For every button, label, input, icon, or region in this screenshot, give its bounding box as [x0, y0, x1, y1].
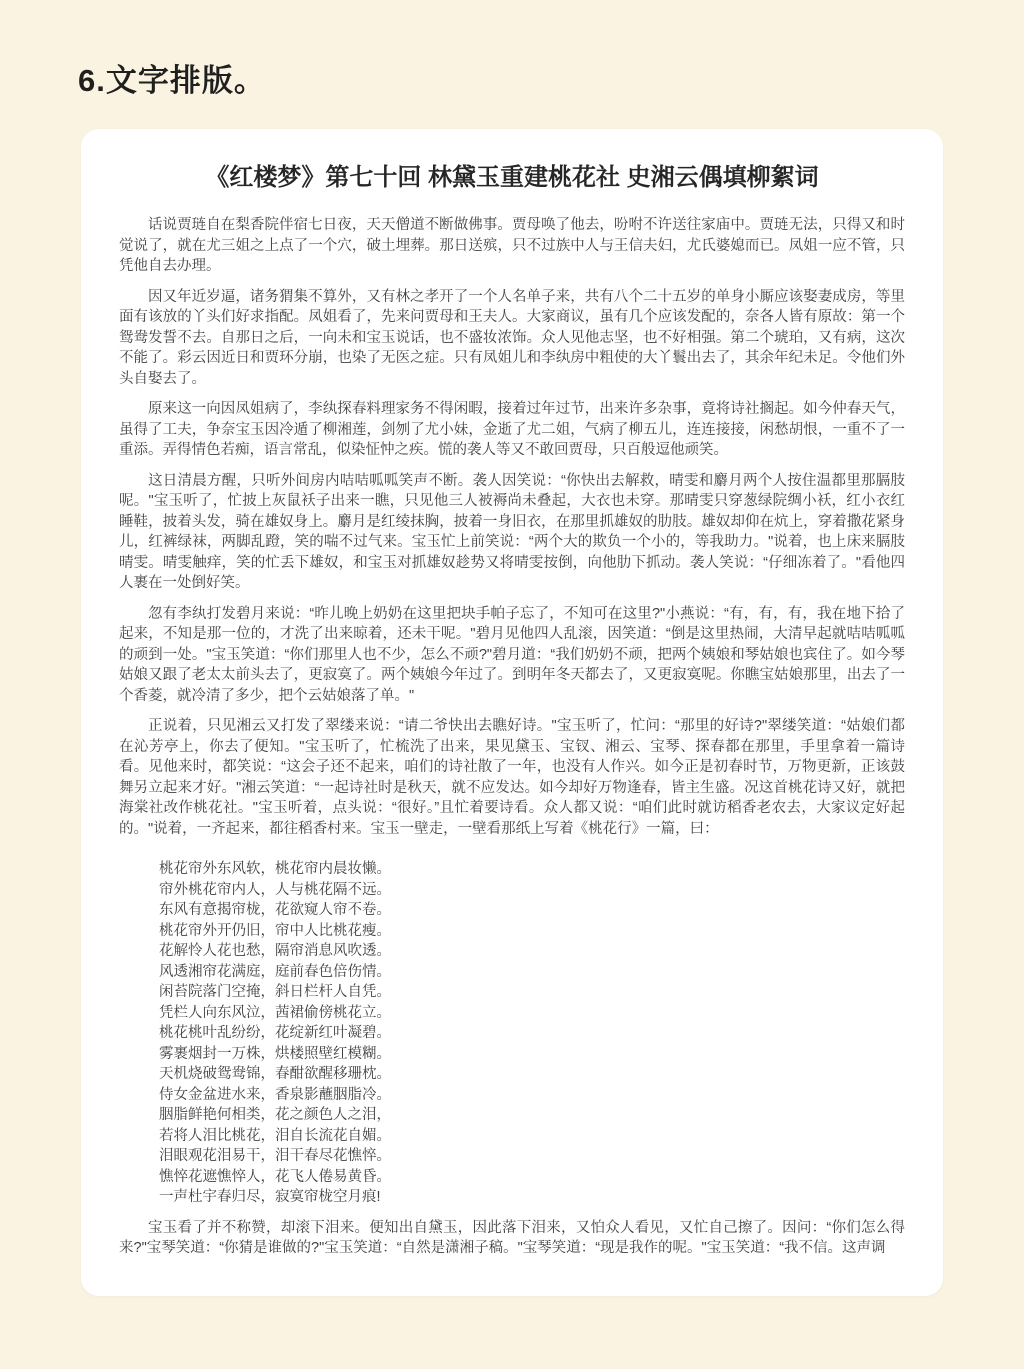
poem-line: 桃花帘外开仍旧，帘中人比桃花瘦。	[159, 922, 391, 939]
poem-line: 若将人泪比桃花，泪自长流花自媚。	[159, 1127, 391, 1144]
article-paragraph: 正说着，只见湘云又打发了翠缕来说：“请二爷快出去瞧好诗。"宝玉听了，忙问：“那里的好诗?"翠缕笑道：“姑娘们都在沁芳亭上，你去了便知。"宝玉听了，忙梳洗了出来，果见黛玉、宝钗、湘云、宝琴、探春都在那里，手里拿着一篇诗看。见他来时，都笑说：“这会子还不起来，咱们的诗社散了一年，也没有人作兴。如今正是初春时节，万物更新，正该鼓舞另立起来才好。"湘云笑道：“一起诗社时是秋天，就不应发达。如今却好万物逢春，皆主生盛。况这首桃花诗又好，就把海棠社改作桃花社。"宝玉听着，点头说：“很好。”且忙着要诗看。众人都又说：“咱们此时就访稻香老农去，大家议定好起的。"说着，一齐起来，都往稻香村来。宝玉一壁走，一壁看那纸上写着《桃花行》一篇，曰：	[119, 718, 905, 837]
poem-line: 天机烧破鸳鸯锦，春酣欲醒移珊枕。	[159, 1066, 391, 1083]
article-paragraph: 忽有李纨打发碧月来说：“昨儿晚上奶奶在这里把块手帕子忘了，不知可在这里?"小燕说：“有，有，有，我在地下拾了起来，不知是那一位的，才洗了出来晾着，还未干呢。"碧月见他四人乱滚，因笑道：“倒是这里热闹，大清早起就咭咭呱呱的顽到一处。"宝玉笑道：“你们那里人也不少，怎么不顽?"碧月道：“我们奶奶不顽，把两个姨娘和琴姑娘也宾住了。如今琴姑娘又跟了老太太前头去了，更寂寞了。两个姨娘今年过了。到明年冬天都去了，又更寂寞呢。你瞧宝姑娘那里，出去了一个香菱，就冷清了多少，把个云姑娘落了单。"	[119, 605, 905, 704]
article-title: 《红楼梦》第七十回 林黛玉重建桃花社 史湘云偶填柳絮词	[205, 164, 819, 192]
article-paragraph: 这日清晨方醒，只听外间房内咭咭呱呱笑声不断。袭人因笑说：“你快出去解救，晴雯和麝月两个人按住温都里那膈肢呢。"宝玉听了，忙披上灰鼠袄子出来一瞧，只见他三人被褥尚未叠起，大衣也未穿。那晴雯只穿葱绿院绸小袄，红小衣红睡鞋，披着头发，骑在雄奴身上。麝月是红绫抹胸，披着一身旧衣，在那里抓雄奴的肋肢。雄奴却仰在炕上，穿着撒花紧身儿，红裤绿袜，两脚乱蹬，笑的喘不过气来。宝玉忙上前笑说：“两个大的欺负一个小的，等我助力。"说着，也上床来膈肢晴雯。晴雯触痒，笑的忙丢下雄奴，和宝玉对抓雄奴趁势又将晴雯按倒，向他肋下抓动。袭人笑说：“仔细冻着了。"看他四人裹在一处倒好笑。	[119, 472, 905, 592]
article-paragraph-closing: 宝玉看了并不称赞，却滚下泪来。便知出自黛玉，因此落下泪来，又怕众人看见，又忙自己擦了。因问：“你们怎么得来?"宝琴笑道：“你猜是谁做的?"宝玉笑道：“自然是潇湘子稿。"宝琴笑道：“现是我作的呢。"宝玉笑道：“我不信。这声调	[119, 1219, 905, 1257]
poem-line: 闲苔院落门空掩，斜日栏杆人自凭。	[159, 984, 391, 1001]
poem-line: 花解怜人花也愁，隔帘消息风吹透。	[159, 943, 391, 960]
article-paragraph: 因又年近岁逼，诸务猬集不算外，又有林之孝开了一个人名单子来，共有八个二十五岁的单身小厮应该娶妻成房，等里面有该放的丫头们好求指配。凤姐看了，先来问贾母和王夫人。大家商议，虽有几个应该发配的，奈各人皆有原故：第一个鸳鸯发誓不去。自那日之后，一向未和宝玉说话，也不盛妆浓饰。众人见他志坚，也不好相强。第二个琥珀，又有病，这次不能了。彩云因近日和贾环分崩，也染了无医之症。只有凤姐儿和李纨房中粗使的大丫鬟出去了，其余年纪未足。令他们外头自娶去了。	[119, 288, 905, 387]
poem-line: 雾裹烟封一万株，烘楼照壁红模糊。	[159, 1045, 391, 1062]
poem-line: 桃花桃叶乱纷纷，花绽新红叶凝碧。	[159, 1025, 391, 1042]
section-title: 6.文字排版。	[78, 63, 266, 98]
article-paragraph: 话说贾琏自在梨香院伴宿七日夜，天天僧道不断做佛事。贾母唤了他去，吩咐不许送往家庙中。贾琏无法，只得又和时觉说了，就在尤三姐之上点了一个穴，破土埋葬。那日送殡，只不过族中人与王信夫妇，尤氏婆媳而已。凤姐一应不管，只凭他自去办理。	[119, 217, 905, 275]
poem-line: 东风有意揭帘栊，花欲窥人帘不卷。	[159, 902, 391, 919]
article-paragraph: 原来这一向因凤姐病了，李纨探春料理家务不得闲暇，接着过年过节，出来许多杂事，竟将诗社搁起。如今仲春天气，虽得了工夫，争奈宝玉因冷遁了柳湘莲，剑刎了尤小妹，金逝了尤二姐，气病了柳五儿，连连接接，闲愁胡恨，一重不了一重添。弄得情色若痴，语言常乱，似染怔忡之疾。慌的袭人等又不敢回贾母，只百般逗他顽笑。	[119, 401, 905, 459]
article-card	[81, 129, 943, 1296]
poem-line: 一声杜宇春归尽，寂寞帘栊空月痕!	[159, 1189, 381, 1206]
poem-line: 风透湘帘花满庭，庭前春色倍伤情。	[159, 963, 391, 980]
poem-block	[159, 859, 905, 1208]
poem-line: 凭栏人向东风泣，茜裙偷傍桃花立。	[159, 1004, 391, 1021]
poem-line: 帘外桃花帘内人，人与桃花隔不远。	[159, 881, 391, 898]
poem-line: 桃花帘外东风软，桃花帘内晨妆懒。	[159, 861, 391, 878]
poem-line: 泪眼观花泪易干，泪干春尽花憔悴。	[159, 1148, 391, 1165]
poem-line: 憔悴花遮憔悴人，花飞人倦易黄昏。	[159, 1168, 391, 1185]
poem-line: 胭脂鲜艳何相类，花之颜色人之泪，	[159, 1107, 391, 1124]
poem-line: 侍女金盆进水来，香泉影蘸胭脂冷。	[159, 1086, 391, 1103]
